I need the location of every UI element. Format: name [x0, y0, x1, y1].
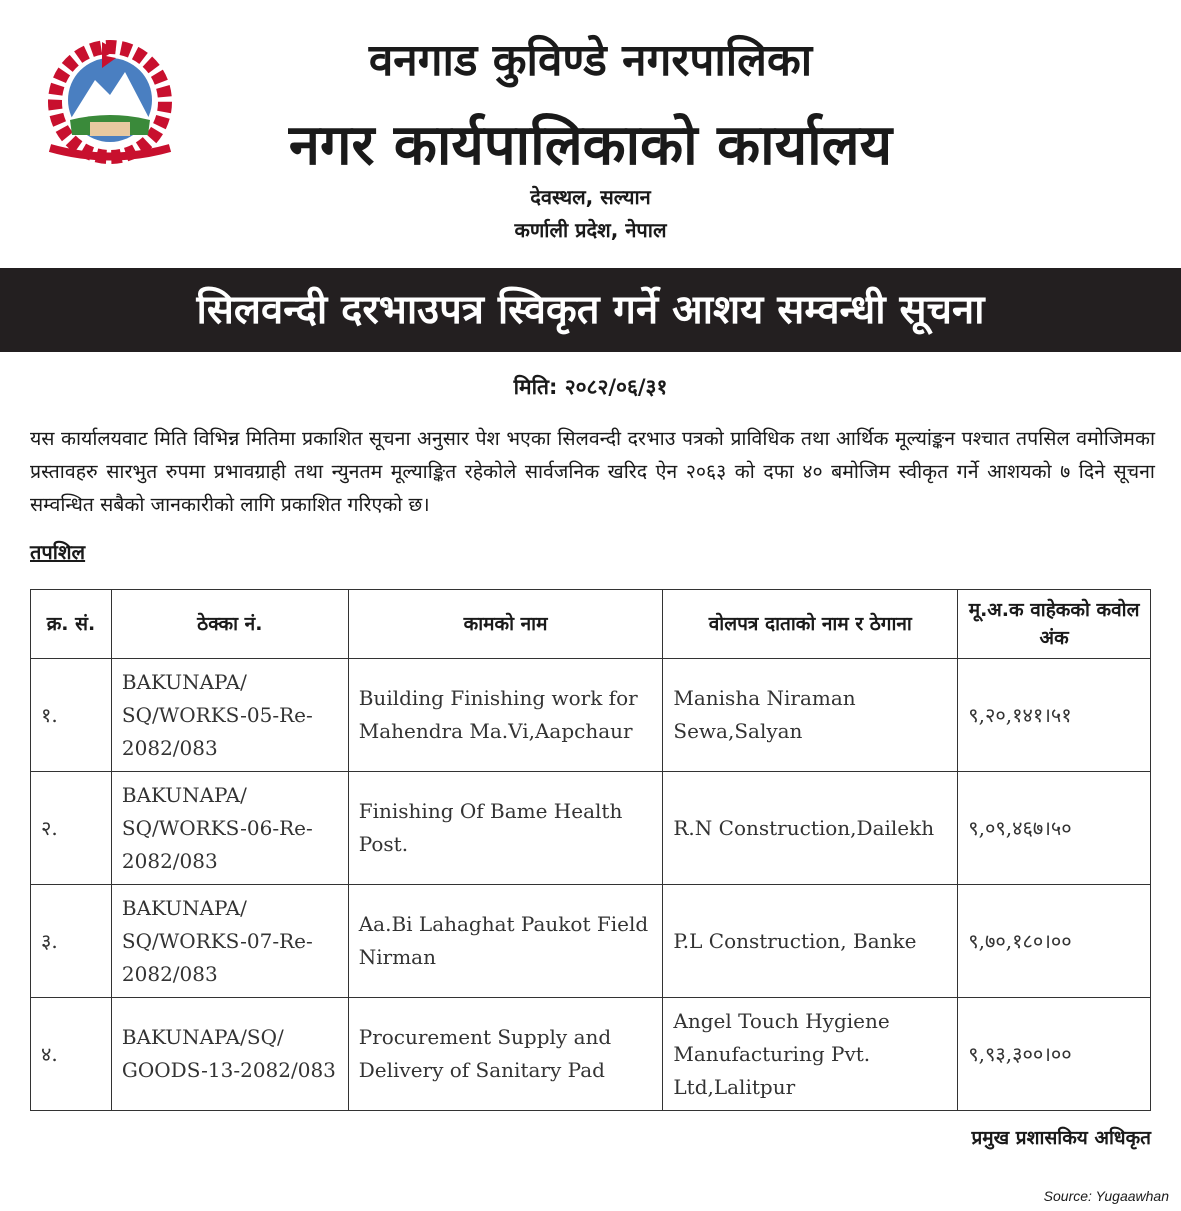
signatory-title: प्रमुख प्रशासकिय अधिकृत — [971, 1127, 1151, 1149]
cell-bidder: P.L Construction, Banke — [663, 885, 958, 998]
table-row — [31, 998, 1151, 1111]
header-amount: मू.अ.क वाहेकको कवोल अंक — [958, 590, 1151, 659]
source-credit: Source: Yugaawhan — [1043, 1188, 1169, 1204]
table-row — [31, 885, 1151, 998]
bid-table — [30, 589, 1151, 1111]
cell-contract: BAKUNAPA/SQ/ GOODS-13-2082/083 — [111, 998, 348, 1111]
cell-work: Aa.Bi Lahaghat Paukot Field Nirman — [348, 885, 663, 998]
header-bidder: वोलपत्र दाताको नाम र ठेगाना — [663, 590, 958, 659]
cell-contract: BAKUNAPA/ SQ/WORKS-06-Re-2082/083 — [111, 772, 348, 885]
cell-sn: २. — [31, 772, 112, 885]
cell-amount: ९,९३,३००।०० — [958, 998, 1151, 1111]
cell-work: Procurement Supply and Delivery of Sanitary Pad — [348, 998, 663, 1111]
cell-amount: ९,२०,१४१।५१ — [958, 659, 1151, 772]
cell-bidder: Angel Touch Hygiene Manufacturing Pvt. Ltd,Lalitpur — [663, 998, 958, 1111]
table-row — [31, 659, 1151, 772]
cell-contract: BAKUNAPA/ SQ/WORKS-05-Re-2082/083 — [111, 659, 348, 772]
cell-bidder: Manisha Niraman Sewa,Salyan — [663, 659, 958, 772]
cell-amount: ९,०९,४६७।५० — [958, 772, 1151, 885]
cell-bidder: R.N Construction,Dailekh — [663, 772, 958, 885]
table-header-row — [31, 590, 1151, 659]
notice-date: मिति: २०८२/०६/३१ — [513, 375, 668, 399]
cell-sn: ४. — [31, 998, 112, 1111]
header-contract: ठेक्का नं. — [111, 590, 348, 659]
header-sn: क्र. सं. — [31, 590, 112, 659]
notice-body: यस कार्यालयवाट मिति विभिन्न मितिमा प्रकाशित सूचना अनुसार पेश भएका सिलवन्दी दरभाउ पत्रको प्राविधिक तथा आर्थिक मूल्यांङ्कन पश्चात तपसिल वमोजिमका प्रस्तावहरु सारभुत रुपमा प्रभावग्राही तथा न्युनतम मूल्याङ्कित रहेकोले सार्वजनिक खरिद ऐन २०६३ को दफा ४० बमोजिम स्वीकृत गर्ने आशयको ७ दिने सूचना सम्वन्धित सबैको जानकारीको लागि प्रकाशित गरिएको छ। — [30, 427, 1155, 516]
municipality-name: वनगाड कुविण्डे नगरपालिका — [368, 35, 813, 86]
cell-contract: BAKUNAPA/ SQ/WORKS-07-Re-2082/083 — [111, 885, 348, 998]
office-name: नगर कार्यपालिकाको कार्यालय — [288, 113, 893, 178]
cell-sn: ३. — [31, 885, 112, 998]
header-work: कामको नाम — [348, 590, 663, 659]
address-line-1: देवस्थल, सल्यान — [530, 185, 651, 209]
address-line-2: कर्णाली प्रदेश, नेपाल — [514, 218, 667, 242]
cell-work: Building Finishing work for Mahendra Ma.Vi,Aapchaur — [348, 659, 663, 772]
notice-title-banner: सिलवन्दी दरभाउपत्र स्विकृत गर्ने आशय सम्वन्धी सूचना — [0, 268, 1181, 352]
cell-amount: ९,७०,१८०।०० — [958, 885, 1151, 998]
cell-work: Finishing Of Bame Health Post. — [348, 772, 663, 885]
table-row — [31, 772, 1151, 885]
section-label: तपशिल — [30, 540, 86, 564]
cell-sn: १. — [31, 659, 112, 772]
